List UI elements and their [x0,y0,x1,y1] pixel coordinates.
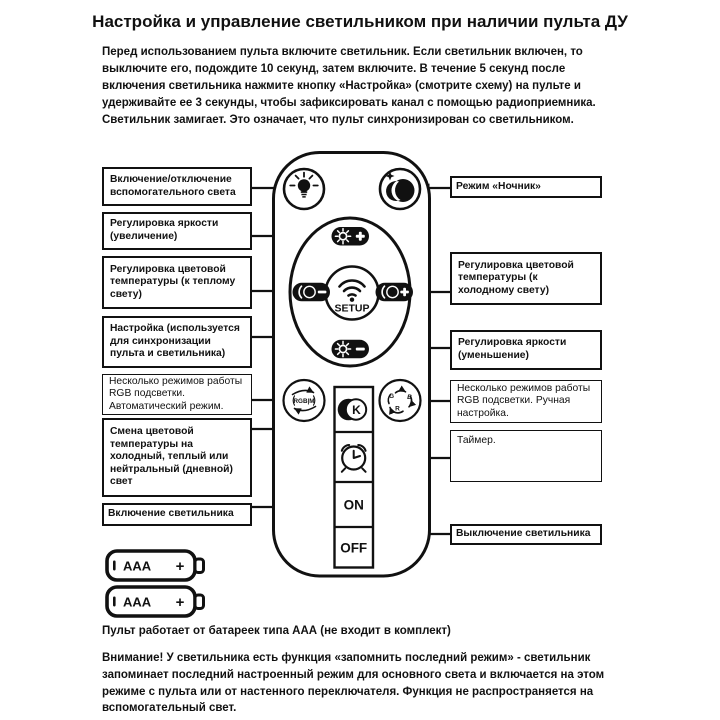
battery-type-label: AAA [123,594,152,610]
warm-light-button [293,283,331,302]
callout-brightness-down: Регулировка яркости (уменьшение) [450,330,602,370]
callout-rgb-manual: Несколько режимов работы RGB подсветки. Ручная настройка. [450,380,602,423]
battery-terminal-nub [195,559,204,573]
callout-lamp-off: Выключение светильника [450,524,602,545]
button-column [335,387,374,568]
battery-terminal-nub [195,595,204,609]
callout-setup: Настройка (используется для синхронизации пульта и светильника) [102,316,252,368]
kelvin-letter: K [352,402,361,417]
battery-minus-mark [113,597,116,607]
brightness-down-button [332,340,370,359]
alarm-clock-icon [342,445,366,472]
setup-button [326,267,379,320]
moon-kelvin-icon [338,399,366,421]
battery-2 [107,587,204,616]
timer-button [342,445,366,472]
cct-switch-button [338,399,366,421]
battery-type-label: AAA [123,558,152,574]
callout-lamp-on: Включение светильника [102,503,252,526]
off-button: OFF [340,540,368,556]
setup-label: SETUP [334,302,370,315]
callout-timer: Таймер. [450,430,602,482]
warning-paragraph: Внимание! У светильника есть функция «запомнить последний режим» - светильник запоминает последний настроенный режим для основного света и включается на этом режиме с пульта или от настенного переключателя. Функция не распространяется на вспомогательный свет. [102,652,605,715]
callout-cct-switch: Смена цветовой температуры на холодный, теплый или нейтральный (дневной) свет [102,418,252,497]
callout-rgb-auto: Несколько режимов работы RGB подсветки. Автоматический режим. [102,374,252,415]
brightness-up-button [332,227,370,246]
battery-1 [107,551,204,580]
intro-paragraph: Перед использованием пульта включите светильник. Если светильник включен, то выключите его, подождите 10 секунд, затем включите. В течение 5 секунд после включения светильника нажмите кнопку «Настройка» (смотрите схему) на пульте и удерживайте ее 3 секунды, чтобы зафиксировать канал с помощью радиоприемника. Светильник замигает. Это означает, что пульт синхронизирован со светильником. [102,46,596,126]
kelvin-letter: K [306,287,313,298]
battery-plus-label: + [175,558,185,575]
rgb-auto-button [284,380,325,421]
rgb-letter-g: G [388,393,395,400]
battery-minus-mark [113,561,116,571]
callout-night-mode: Режим «Ночник» [450,176,602,198]
aux-light-button [284,169,324,209]
rgb-letter-b: B [407,394,412,401]
page-title: Настройка и управление светильником при наличии пульта ДУ [92,12,628,31]
cold-light-button [376,283,414,302]
battery-plus-label: + [175,594,185,611]
on-button: ON [343,497,364,513]
rgb-letter-r: R [395,405,400,413]
callout-brightness-up: Регулировка яркости (увеличение) [102,212,252,250]
callout-warm-light: Регулировка цветовой температуры (к теплому свету) [102,256,252,309]
night-mode-button [380,169,420,209]
kelvin-letter: K [389,287,396,298]
callout-cold-light: Регулировка цветовой температуры (к холодному свету) [450,252,602,305]
battery-note: Пульт работает от батареек типа ААА (не входит в комплект) [102,625,451,637]
callout-aux-light: Включение/отключение вспомогательного света [102,167,252,206]
rgb-manual-button [380,380,421,421]
rgb-auto-label: RGB|M [293,398,315,405]
